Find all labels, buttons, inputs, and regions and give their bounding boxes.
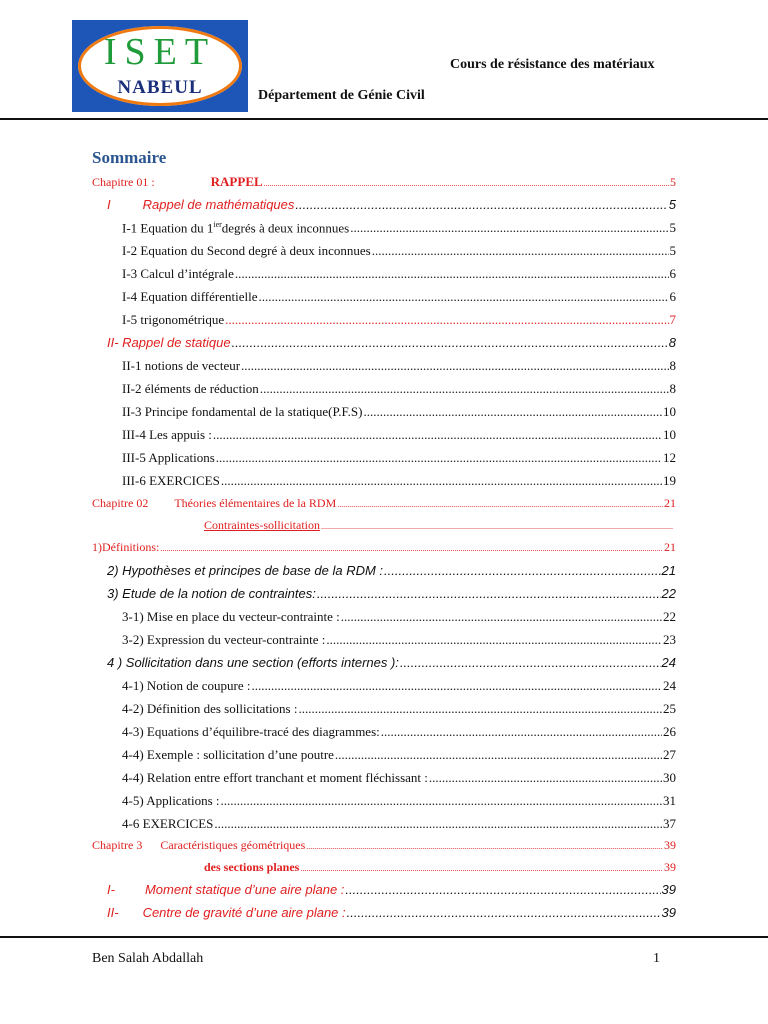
- toc-chapter-title: RAPPEL: [210, 174, 263, 189]
- toc-page: 24: [663, 678, 676, 693]
- toc-item-title: III-5 Applications: [122, 450, 215, 465]
- toc-leader: [372, 243, 669, 259]
- toc-chapter-label: Chapitre 3: [92, 838, 143, 852]
- toc-item-title: I-5 trigonométrique: [122, 312, 225, 327]
- course-title: Cours de résistance des matériaux: [450, 57, 655, 72]
- toc-page: 22: [663, 609, 676, 624]
- toc-section-number: I: [107, 197, 111, 212]
- toc-section-title: Rappel de mathématiques: [142, 197, 295, 212]
- toc-section-2[interactable]: [107, 335, 676, 350]
- toc-item-title: III-4 Les appuis :: [122, 427, 212, 442]
- toc-page: 30: [663, 770, 676, 785]
- toc-item[interactable]: [122, 358, 676, 374]
- toc-section-title: 4 ) Sollicitation dans une section (efforts internes ):: [107, 655, 399, 670]
- toc-leader: [221, 473, 662, 489]
- toc-page: 31: [663, 793, 676, 808]
- toc-leader: [317, 586, 661, 601]
- toc-item-title: II-2 éléments de réduction: [122, 381, 259, 396]
- toc-item-title: II-3 Principe fondamental de la statique(P.F.S): [122, 404, 363, 419]
- toc-item-title: 4-1) Notion de coupure :: [122, 678, 251, 693]
- toc-page: 6: [669, 266, 676, 281]
- toc-page: 5: [670, 175, 676, 189]
- toc-chapter-3-subtitle[interactable]: [204, 860, 676, 875]
- toc-item[interactable]: [122, 632, 676, 648]
- toc-item-title: III-6 EXERCICES: [122, 473, 220, 488]
- toc-section[interactable]: [107, 882, 676, 897]
- toc-leader: [400, 655, 661, 670]
- toc-item[interactable]: [122, 427, 676, 443]
- toc-page: 27: [663, 747, 676, 762]
- toc-section-title: 2) Hypothèses et principes de base de la RDM :: [107, 563, 384, 578]
- toc-chapter-2-subtitle[interactable]: [204, 518, 674, 533]
- toc-leader: [364, 404, 663, 420]
- toc-page: 21: [664, 496, 676, 510]
- toc-item-title: I-4 Equation différentielle: [122, 289, 258, 304]
- toc-page: 39: [664, 860, 676, 874]
- toc-item[interactable]: [122, 404, 676, 420]
- toc-section-title: 1)Définitions:: [92, 540, 160, 554]
- toc-chapter-title: Caractéristiques géométriques: [160, 838, 306, 852]
- toc-item[interactable]: [122, 747, 676, 763]
- header-divider: [0, 118, 768, 120]
- toc-section[interactable]: [107, 563, 676, 578]
- toc-item[interactable]: [122, 701, 676, 717]
- toc-section-title: Centre de gravité d’une aire plane :: [142, 905, 346, 920]
- toc-page: 10: [663, 427, 676, 442]
- toc-chapter-title: Théories élémentaires de la RDM: [174, 496, 337, 510]
- toc-item[interactable]: [122, 816, 676, 832]
- toc-item-title: I-3 Calcul d’intégrale: [122, 266, 234, 281]
- toc-leader: [232, 335, 668, 350]
- toc-leader: [345, 882, 660, 897]
- toc-leader: [160, 544, 663, 553]
- toc-chapter-subtitle: Contraintes-sollicitation: [204, 518, 320, 532]
- toc-page: 37: [663, 816, 676, 831]
- toc-item[interactable]: [122, 793, 676, 809]
- toc-leader: [306, 842, 663, 851]
- toc-leader: [260, 381, 669, 397]
- footer-author: Ben Salah Abdallah: [92, 951, 204, 966]
- toc-section[interactable]: [92, 540, 676, 555]
- toc-item-title: 4-5) Applications :: [122, 793, 220, 808]
- toc-leader: [213, 427, 662, 443]
- toc-leader: [298, 701, 662, 717]
- toc-item-title: I-1 Equation du $1^{ier}degrés$ à deux inconnues: [122, 220, 350, 236]
- toc-section[interactable]: [107, 586, 676, 601]
- toc-leader: [221, 793, 663, 809]
- toc-leader: [214, 816, 662, 832]
- toc-page: 6: [669, 289, 676, 304]
- toc-leader: [295, 197, 667, 212]
- toc-page: 7: [669, 312, 676, 327]
- department-title: Département de Génie Civil: [258, 88, 425, 103]
- toc-leader: [235, 266, 669, 282]
- footer-divider: [0, 936, 768, 938]
- toc-leader: [350, 220, 668, 236]
- toc-item-title: I-2 Equation du Second degré à deux inconnues: [122, 243, 371, 258]
- toc-section-number: II-: [107, 905, 119, 920]
- toc-leader: [429, 770, 662, 786]
- toc-item-title: 4-2) Définition des sollicitations :: [122, 701, 298, 716]
- logo-subtext: NABEUL: [117, 77, 203, 98]
- toc-leader: [241, 358, 668, 374]
- toc-chapter-3[interactable]: [92, 838, 676, 853]
- toc-leader: [300, 864, 663, 873]
- toc-page: 12: [663, 450, 676, 465]
- toc-chapter-1[interactable]: [92, 174, 676, 190]
- toc-section-title: Moment statique d’une aire plane :: [144, 882, 345, 897]
- toc-item-title: 4-4) Exemple : sollicitation d’une poutre: [122, 747, 334, 762]
- toc-page: 26: [663, 724, 676, 739]
- toc-page: 10: [663, 404, 676, 419]
- toc-leader: [381, 724, 662, 740]
- toc-page: 39: [661, 905, 676, 920]
- toc-page: 21: [661, 563, 676, 578]
- toc-item-title: II-1 notions de vecteur: [122, 358, 241, 373]
- toc-page: 8: [669, 358, 676, 373]
- toc-item-title: 3-2) Expression du vecteur-contrainte :: [122, 632, 326, 647]
- toc-leader: [216, 450, 662, 466]
- toc-page: 39: [664, 838, 676, 852]
- page-number: 1: [653, 951, 660, 966]
- toc-page: 23: [663, 632, 676, 647]
- toc-item[interactable]: [122, 770, 676, 786]
- toc-item[interactable]: [122, 473, 676, 489]
- toc-section-number: I-: [107, 882, 115, 897]
- toc-page: 5: [669, 243, 676, 258]
- toc-leader: [341, 609, 662, 625]
- toc-chapter-label: Chapitre 02: [92, 496, 149, 510]
- toc-section-title: II- Rappel de statique: [107, 335, 231, 350]
- toc-item[interactable]: [122, 450, 676, 466]
- toc-page: 5: [668, 197, 676, 212]
- toc-page: 22: [661, 586, 676, 601]
- toc-item-title: 4-3) Equations d’équilibre-tracé des diagrammes:: [122, 724, 380, 739]
- toc-leader: [225, 312, 668, 328]
- toc-item[interactable]: [122, 724, 676, 740]
- iset-nabeul-logo: [72, 20, 248, 112]
- toc-section-title: 3) Etude de la notion de contraintes:: [107, 586, 316, 601]
- toc-chapter-2[interactable]: [92, 496, 676, 511]
- toc-page: 19: [663, 473, 676, 488]
- toc-item[interactable]: [122, 266, 676, 282]
- toc-item[interactable]: [122, 220, 676, 236]
- toc-item-title: 4-6 EXERCICES: [122, 816, 214, 831]
- toc-item[interactable]: [122, 289, 676, 305]
- toc-leader: [337, 500, 663, 509]
- toc-item[interactable]: [122, 381, 676, 397]
- toc-item-title: 3-1) Mise en place du vecteur-contrainte :: [122, 609, 340, 624]
- toc-item[interactable]: [122, 312, 676, 328]
- toc-chapter-label: Chapitre 01 :: [92, 175, 155, 189]
- toc-leader: [321, 522, 673, 531]
- toc-section[interactable]: [107, 905, 676, 920]
- toc-leader: [347, 905, 661, 920]
- toc-item[interactable]: [122, 678, 676, 694]
- toc-page: 24: [661, 655, 676, 670]
- toc-section-1[interactable]: [107, 197, 676, 212]
- toc-leader: [326, 632, 662, 648]
- toc-item[interactable]: [122, 609, 676, 625]
- toc-leader: [384, 563, 661, 578]
- logo-text: ISET: [103, 31, 217, 73]
- toc-page: 39: [661, 882, 676, 897]
- toc-leader: [264, 179, 669, 188]
- toc-title: Sommaire: [92, 148, 167, 167]
- toc-leader: [335, 747, 662, 763]
- toc-page: 21: [664, 540, 676, 554]
- toc-item-title: 4-4) Relation entre effort tranchant et moment fléchissant :: [122, 770, 428, 785]
- toc-chapter-subtitle: des sections planes: [204, 860, 300, 874]
- toc-section[interactable]: [107, 655, 676, 670]
- toc-page: 5: [669, 220, 676, 236]
- toc-item[interactable]: [122, 243, 676, 259]
- toc-page: 25: [663, 701, 676, 716]
- toc-leader: [258, 289, 668, 305]
- toc-page: 8: [668, 335, 676, 350]
- toc-page: 8: [669, 381, 676, 396]
- toc-leader: [252, 678, 662, 694]
